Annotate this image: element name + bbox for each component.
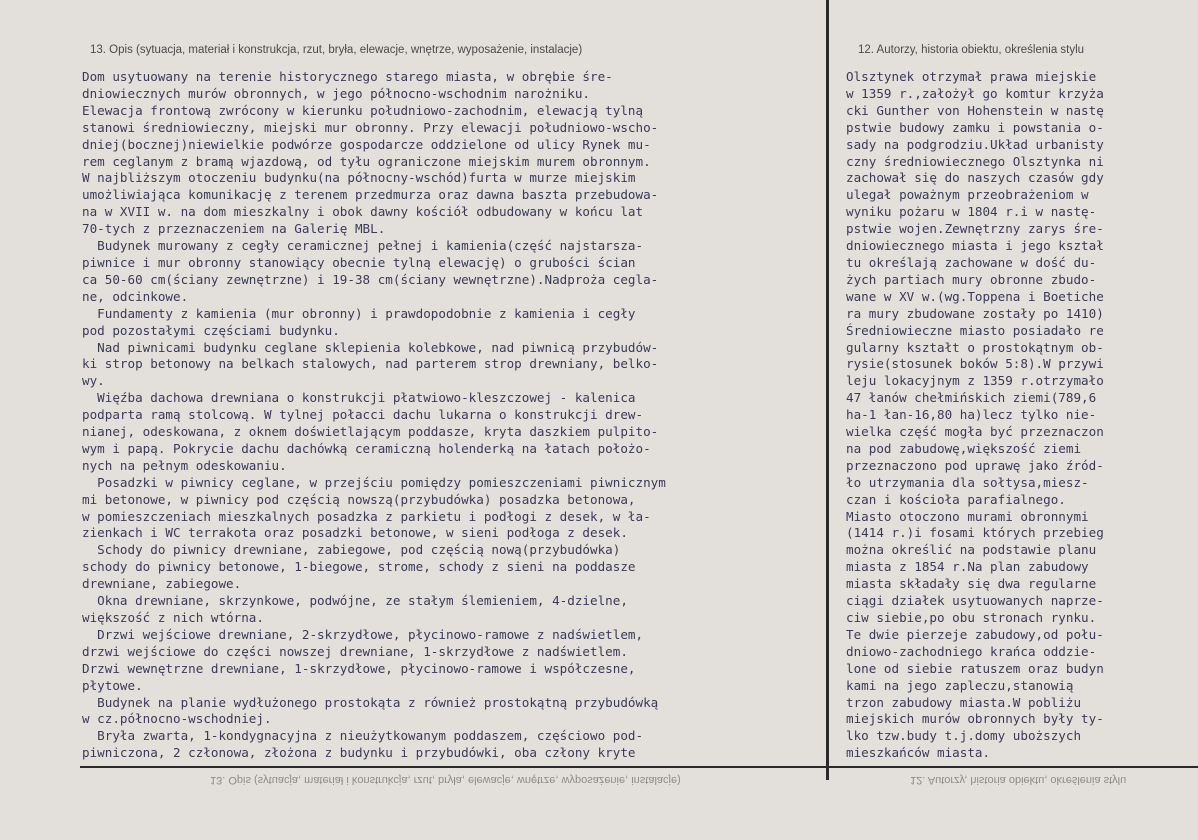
bleed-through-text-right: 12. Autorzy, historia obiektu, określenia stylu (910, 774, 1127, 786)
column-divider (826, 0, 829, 780)
bleed-through-text-left: 13. Opis (sytuacja, materiał i konstrukcja, rzut, bryła, elewacje, wnętrze, wyposażenie, instalacje) (210, 774, 681, 786)
section-12-header: 12. Autorzy, historia obiektu, określenia stylu (858, 44, 1085, 56)
history-text: Olsztynek otrzymał prawa miejskie w 1359 r.,założył go komtur krzyża cki Gunther von Hohenstein w nastę pstwie budowy zamku i powstania o- sady na podgrodziu.Układ urbanisty czny średniowiecznego Olsztynka ni zachował się do naszych czasów gdy ulegał poważnym przeobrażeniom w wyniku pożaru w 1804 r.i w nastę- pstwie wojen.Zewnętrzny zarys śre- dniowiecznego miasta i jego kształ tu określają zachowane w dość du- żych partiach mury obronne zbudo- wane w XV w.(wg.Toppena i Boetiche ra mury zbudowane zostały po 1410) Średniowieczne miasto posiadało re gularny kształt o prostokątnym ob- rysie(stosunek boków 5:8).W przywi leju lokacyjnym z 1359 r.otrzymało 47 łanów chełmińskich ziemi(789,6 ha-1 łan-16,80 ha)lecz tylko nie- wielka część mogła być przeznaczon na pod zabudowę,większość ziemi przeznaczono pod uprawę jako źród- ło utrzymania dla sołtysa,miesz- czan i kościoła parafialnego. Miasto otoczono murami obronnymi (1414 r.)i fosami których przebieg można określić na podstawie planu miasta z 1854 r.Na plan zabudowy miasta składały się dwa regularne ciągi działek usytuowanych naprze- ciw siebie,po obu stronach rynku. Te dwie pierzeje zabudowy,od połu- dniowo-zachodniego krańca oddzie- lone od siebie ratuszem oraz budyn kami na jego zapleczu,stanowią trzon zabudowy miasta.W pobliżu miejskich murów obronnych były ty- lko tzw.budy t.j.domy uboższych mieszkańców miasta. (846, 69, 1104, 761)
description-text: Dom usytuowany na terenie historycznego starego miasta, w obrębie śre- dniowiecznych murów obronnych, w jego północno-wschodnim narożniku. Elewacja frontową zwrócony w kierunku południowo-zachodnim, elewacją tylną stanowi średniowieczny, miejski mur obronny. Przy elewacji południowo-wscho- dniej(bocznej)niewielkie podwórze gospodarcze oddzielone od ulicy Rynek mu- rem ceglanym z bramą wjazdową, od tyłu ograniczone miejskim murem obronnym. W najbliższym otoczeniu budynku(na północny-wschód)furta w murze miejskim umożliwiająca komunikację z terenem przedmurza oraz dawna baszta przebudowa- na w XVII w. na dom mieszkalny i obok dawny kościół odbudowany w końcu lat 70-tych z przeznaczeniem na Galerię MBL. Budynek murowany z cegły ceramicznej pełnej i kamienia(część najstarsza- piwnice i mur obronny stanowiący obecnie tylną elewację) o grubości ścian ca 50-60 cm(ściany zewnętrzne) i 19-38 cm(ściany wewnętrzne).Nadproża cegla- ne, odcinkowe. Fundamenty z kamienia (mur obronny) i prawdopodobnie z kamienia i cegły pod pozostałymi częściami budynku. Nad piwnicami budynku ceglane sklepienia kolebkowe, nad piwnicą przybudów- ki strop betonowy na belkach stalowych, nad parterem strop drewniany, belko- wy. Więźba dachowa drewniana o konstrukcji płatwiowo-kleszczowej - kalenica podparta ramą stolcową. W tylnej połacci dachu lukarna o konstrukcji drew- nianej, odeskowana, z oknem doświetlającym poddasze, kryta daszkiem pulpito- wym i papą. Pokrycie dachu dachówką ceramiczną holenderką na łatach położo- nych na pełnym odeskowaniu. Posadzki w piwnicy ceglane, w przejściu pomiędzy pomieszczeniami piwnicznym mi betonowe, w piwnicy pod częścią nowszą(przybudówka) posadzka betonowa, w pomieszczeniach mieszkalnych posadzka z parkietu i podłogi z desek, w ła- zienkach i WC terrakota oraz posadzki betonowe, w sieni podłoga z desek. Schody do piwnicy drewniane, zabiegowe, pod częścią nową(przybudówka) schody do piwnicy betonowe, 1-biegowe, strome, schody z sieni na poddasze drewniane, zabiegowe. Okna drewniane, skrzynkowe, podwójne, ze stałym ślemieniem, 4-dzielne, większość z nich wtórna. Drzwi wejściowe drewniane, 2-skrzydłowe, płycinowo-ramowe z nadświetlem, drzwi wejściowe do części nowszej drewniane, 1-skrzydłowe z nadświetlem. Drzwi wewnętrzne drewniane, 1-skrzydłowe, płycinowo-ramowe i współczesne, płytowe. Budynek na planie wydłużonego prostokąta z również prostokątną przybudówką w cz.północno-wschodniej. Bryła zwarta, 1-kondygnacyjna z nieużytkowanym poddaszem, częściowo pod- piwniczona, 2 członowa, złożona z budynku i przybudówki, oba człony kryte (82, 69, 666, 761)
section-13-header: 13. Opis (sytuacja, materiał i konstrukcja, rzut, bryła, elewacje, wnętrze, wyposażenie, instalacje) (90, 44, 583, 56)
bottom-rule (80, 766, 1198, 768)
